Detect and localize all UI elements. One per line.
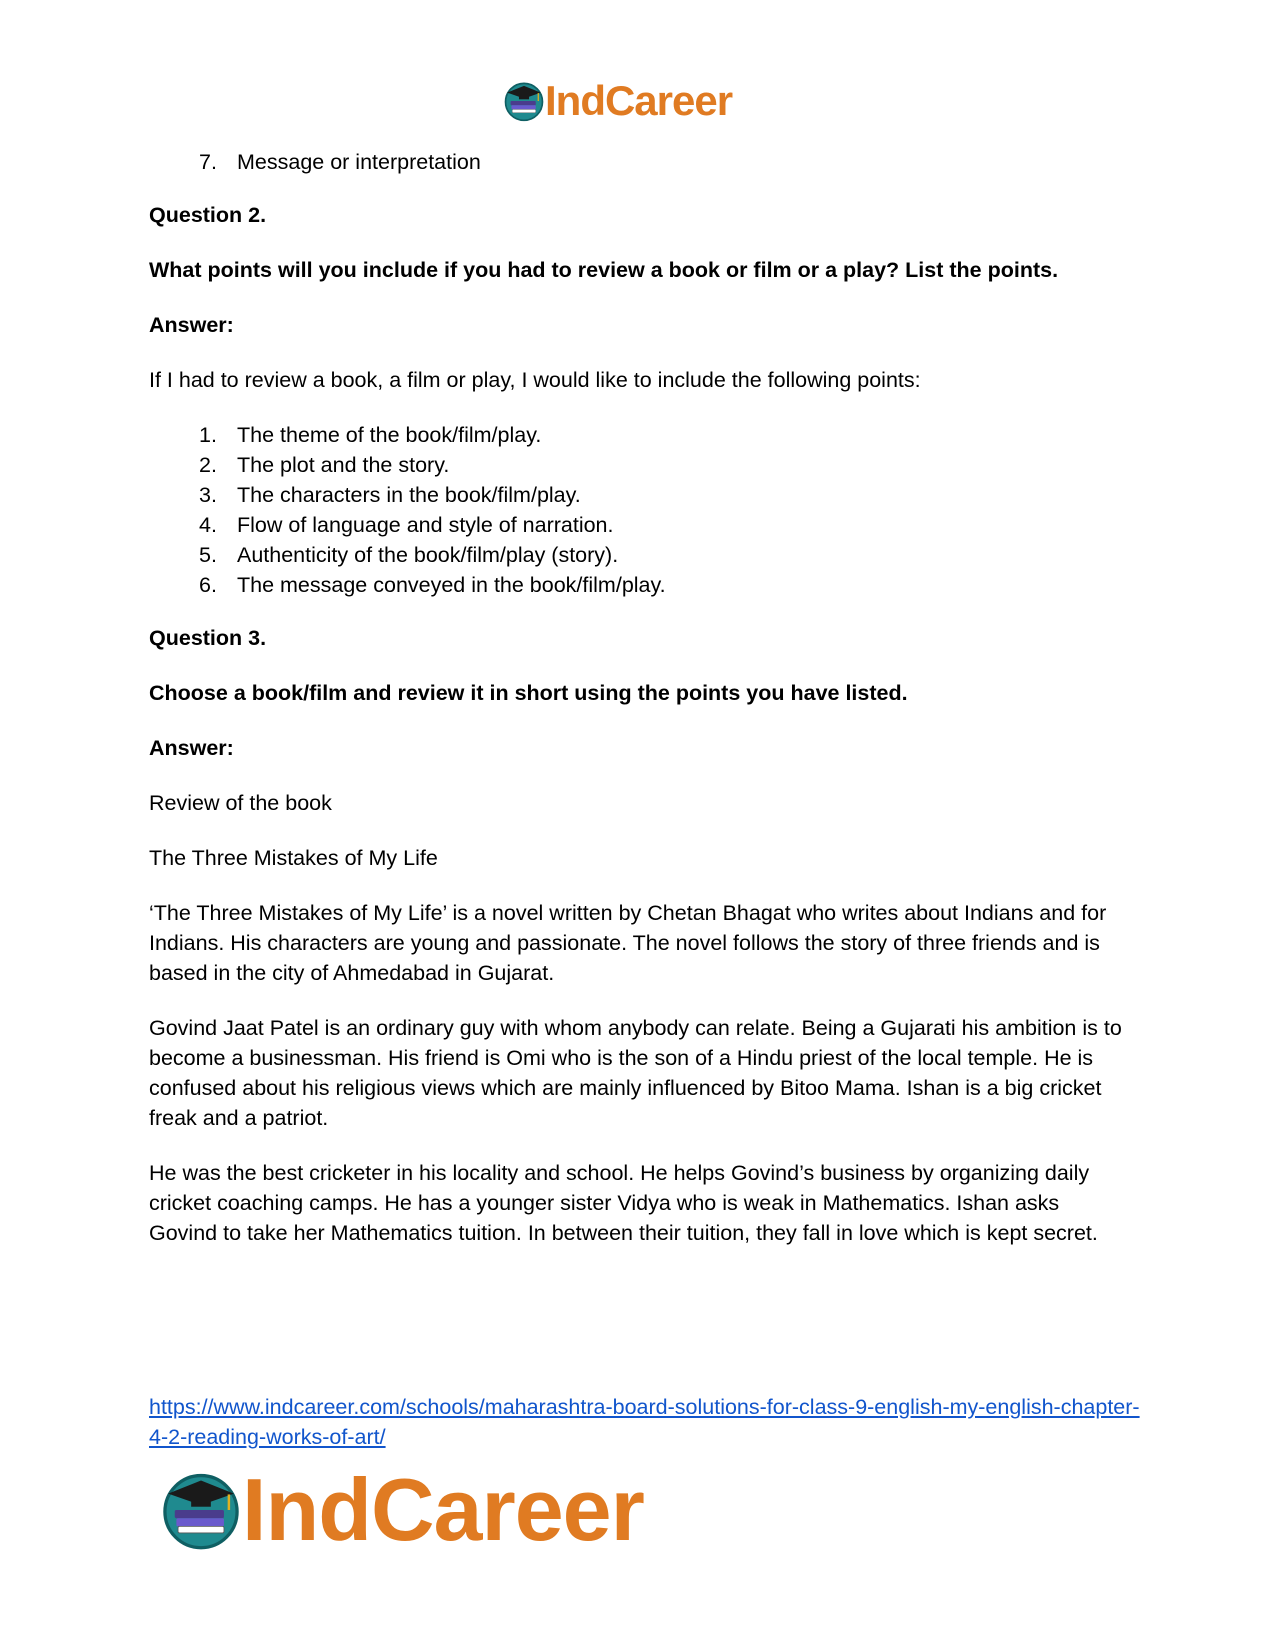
question-2-label: Question 2. — [149, 203, 267, 227]
list-item-text: The characters in the book/film/play. — [237, 483, 581, 507]
list-item — [149, 540, 1129, 570]
graduation-book-icon — [503, 80, 545, 122]
question-3-label: Question 3. — [149, 626, 267, 650]
list-item-number: 7. — [199, 150, 217, 174]
question-3-prompt: Choose a book/film and review it in short using the points you have listed. — [149, 681, 908, 705]
graduation-book-icon — [160, 1469, 242, 1551]
list-item-text: The plot and the story. — [237, 453, 450, 477]
question-2-intro: If I had to review a book, a film or play, I would like to include the following points: — [149, 368, 921, 392]
review-heading: Review of the book — [149, 791, 332, 815]
list-item-text: Message or interpretation — [237, 150, 481, 174]
list-item-text: Authenticity of the book/film/play (story). — [237, 543, 619, 567]
list-item-number: 4. — [199, 513, 217, 537]
footer-logo — [160, 1460, 644, 1559]
list-item-number: 2. — [199, 453, 217, 477]
list-item — [149, 420, 1129, 450]
review-points-list — [149, 420, 1129, 600]
logo-wordmark: IndCareer — [242, 1460, 644, 1559]
list-item-text: Flow of language and style of narration. — [237, 513, 614, 537]
list-item-number: 1. — [199, 423, 217, 447]
question-2-answer-label: Answer: — [149, 313, 234, 337]
list-item — [149, 147, 1129, 177]
list-item — [149, 480, 1129, 510]
book-title: The Three Mistakes of My Life — [149, 846, 438, 870]
list-item-number: 5. — [199, 543, 217, 567]
list-item-text: The message conveyed in the book/film/play. — [237, 573, 666, 597]
review-paragraph: Govind Jaat Patel is an ordinary guy with whom anybody can relate. Being a Gujarati his ambition is to become a businessman. His friend is Omi who is the son of a Hindu priest of the local temple. He is confused about his religious views which are mainly influenced by Bitoo Mama. Ishan is a big cricket freak and a patriot. — [149, 1016, 1122, 1130]
list-item-number: 3. — [199, 483, 217, 507]
question-3-answer-label: Answer: — [149, 736, 234, 760]
list-item — [149, 570, 1129, 600]
list-item-number: 6. — [199, 573, 217, 597]
list-item-text: The theme of the book/film/play. — [237, 423, 542, 447]
review-paragraph: He was the best cricketer in his locality and school. He helps Govind’s business by organizing daily cricket coaching camps. He has a younger sister Vidya who is weak in Mathematics. Ishan asks Govind to take her Mathematics tuition. In between their tuition, they fall in love which is kept secret. — [149, 1161, 1098, 1245]
source-url-link[interactable]: https://www.indcareer.com/schools/maharashtra-board-solutions-for-class-9-english-my-english-chapter-4-2-reading-works-of-art/ — [149, 1395, 1140, 1449]
document-body — [149, 147, 1129, 1273]
review-paragraph: ‘The Three Mistakes of My Life’ is a novel written by Chetan Bhagat who writes about Indians and for Indians. His characters are young and passionate. The novel follows the story of three friends and is based in the city of Ahmedabad in Gujarat. — [149, 901, 1107, 985]
continued-list — [149, 147, 1129, 177]
logo-wordmark: IndCareer — [545, 77, 733, 124]
header-logo — [503, 77, 733, 124]
question-2-prompt: What points will you include if you had to review a book or film or a play? List the points. — [149, 258, 1059, 282]
list-item — [149, 510, 1129, 540]
list-item — [149, 450, 1129, 480]
